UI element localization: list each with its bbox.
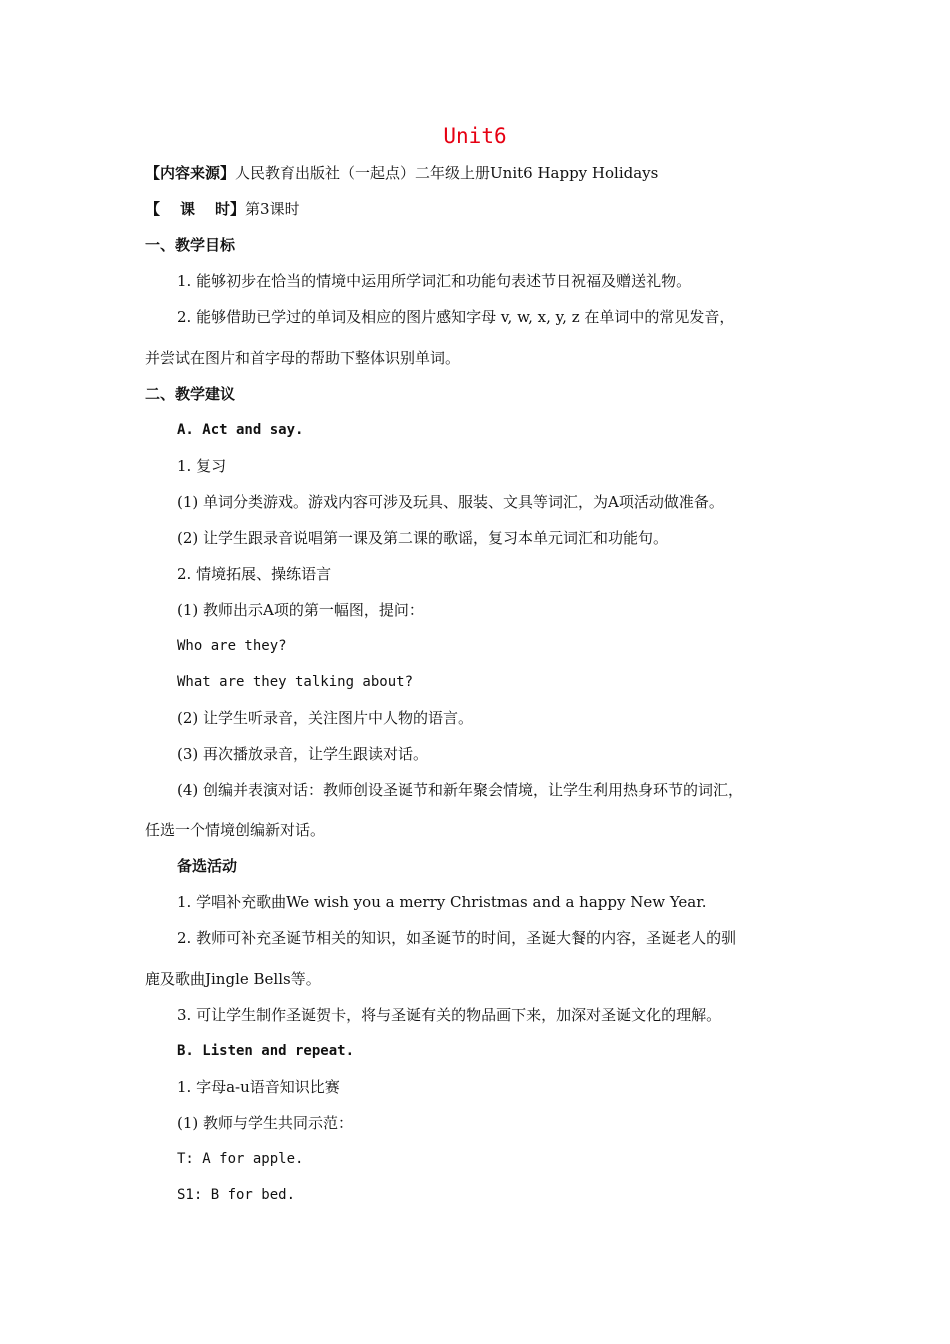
source-line (145, 163, 658, 183)
review-item-2: (2) 让学生跟录音说唱第一课及第二课的歌谣，复习本单元词汇和功能句。 (177, 529, 669, 547)
contest-heading: 1. 字母a-u语音知识比赛 (177, 1078, 340, 1096)
practice-item-4-line-2: 任选一个情境创编新对话。 (145, 821, 326, 839)
question-2: What are they talking about? (177, 674, 414, 690)
section-heading-goals: 一、教学目标 (145, 236, 236, 254)
part-a-heading: A. Act and say. (177, 422, 304, 438)
optional-item-2-line-2: 鹿及歌曲Jingle Bells等。 (145, 970, 321, 988)
goal-1: 1. 能够初步在恰当的情境中运用所学词汇和功能句表述节日祝福及赠送礼物。 (177, 272, 692, 290)
source-label: 【内容来源】 (145, 164, 236, 182)
goal-2-line-1: 2. 能够借助已学过的单词及相应的图片感知字母 v, w, x, y, z 在单词中的常见发音， (177, 308, 735, 326)
question-1: Who are they? (177, 638, 287, 654)
review-heading: 1. 复习 (177, 457, 227, 475)
practice-item-2: (2) 让学生听录音，关注图片中人物的语言。 (177, 709, 474, 727)
practice-item-1: (1) 教师出示A项的第一幅图，提问： (177, 601, 424, 619)
practice-heading: 2. 情境拓展、操练语言 (177, 565, 332, 583)
period-label-close: 时】 (215, 200, 246, 218)
section-heading-suggestions: 二、教学建议 (145, 385, 236, 403)
practice-item-3: (3) 再次播放录音，让学生跟读对话。 (177, 745, 429, 763)
practice-item-4-line-1: (4) 创编并表演对话：教师创设圣诞节和新年聚会情境，让学生利用热身环节的词汇， (177, 781, 744, 799)
dialogue-student-1: S1: B for bed. (177, 1187, 296, 1203)
period-value: 第3课时 (245, 200, 300, 218)
optional-activities-heading: 备选活动 (177, 857, 238, 875)
optional-item-2-line-1: 2. 教师可补充圣诞节相关的知识，如圣诞节的时间，圣诞大餐的内容，圣诞老人的驯 (177, 929, 737, 947)
document-title: Unit6 (443, 124, 507, 148)
goal-2-line-2: 并尝试在图片和首字母的帮助下整体识别单词。 (145, 349, 461, 367)
optional-item-3: 3. 可让学生制作圣诞贺卡，将与圣诞有关的物品画下来，加深对圣诞文化的理解。 (177, 1006, 722, 1024)
part-b-heading: B. Listen and repeat. (177, 1043, 355, 1059)
period-line (145, 199, 300, 219)
dialogue-teacher: T: A for apple. (177, 1151, 304, 1167)
source-value: 人民教育出版社（一起点）二年级上册Unit6 Happy Holidays (235, 164, 659, 182)
optional-item-1: 1. 学唱补充歌曲We wish you a merry Christmas and a happy New Year. (177, 893, 707, 911)
contest-item-1: (1) 教师与学生共同示范： (177, 1114, 354, 1132)
period-label-open: 【课 (145, 200, 216, 218)
review-item-1: (1) 单词分类游戏。游戏内容可涉及玩具、服装、文具等词汇，为A项活动做准备。 (177, 493, 724, 511)
